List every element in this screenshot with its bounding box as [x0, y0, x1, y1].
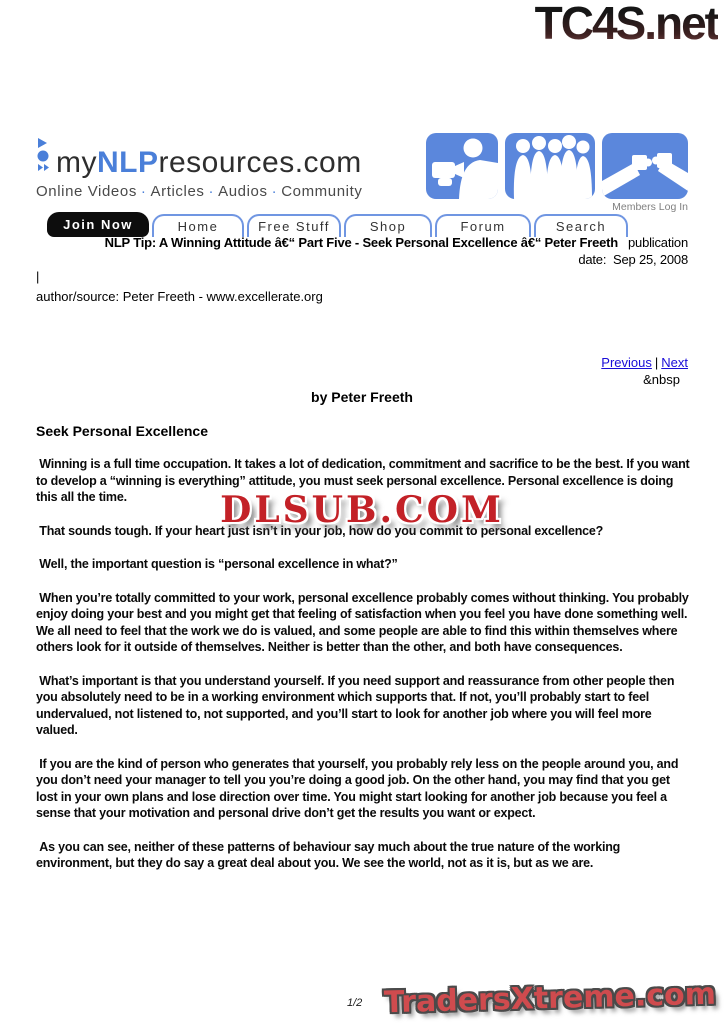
camera-person-image[interactable] [426, 133, 498, 199]
nbsp-literal-text: &nbsp [643, 372, 680, 387]
paragraph: Winning is a full time occupation. It takes a lot of dedication, commitment and sacrifice to be the best. If you want to develop a “winning is everything” attitude, you must seek personal excellence. Personal excellence is doing this all the time. [36, 457, 693, 504]
nav-tab-home[interactable]: Home [152, 214, 244, 237]
pagination-links [601, 354, 688, 388]
traders-watermark: TradersXtreme.com [383, 976, 717, 1021]
community-group-image[interactable] [505, 133, 595, 199]
nav-tab-join-now[interactable]: Join Now [47, 212, 149, 237]
nav-tab-shop[interactable]: Shop [344, 214, 432, 237]
paragraph: That sounds tough. If your heart just isn’t in your job, how do you commit to personal excellence? [36, 523, 604, 538]
publication-label: publication [628, 235, 688, 250]
paragraph: What’s important is that you understand yourself. If you need support and reassurance from other people then you absolutely need to be in a working environment which supports that. If not, you’ll probably start to feel undervalued, not listened to, not supported, and you’ll start to look for another job where you will feel more valued. [36, 673, 678, 737]
section-heading: Seek Personal Excellence [36, 423, 208, 439]
article-meta [36, 267, 323, 307]
site-logo[interactable] [36, 133, 362, 213]
nav-tab-forum[interactable]: Forum [435, 214, 531, 237]
tagline-dot-icon: · [140, 183, 147, 200]
header-image-tiles [436, 133, 688, 199]
author-source: author/source: Peter Freeth - www.excellerate.org [36, 289, 323, 304]
logo-media-icon [36, 137, 52, 178]
tc4s-watermark: TC4S.net [535, 0, 718, 50]
tagline-dot-icon: · [271, 183, 278, 200]
previous-link[interactable]: Previous [601, 355, 652, 370]
page-indicator: 1/2 [347, 997, 363, 1009]
puzzle-hands-image[interactable] [602, 133, 688, 199]
paragraph: If you are the kind of person who generates that yourself, you probably rely less on the people around you, and you don’t need your manager to tell you you’re doing a good job. On the other hand, you may find that you get lost in your own plans and lose direction over time. You might start looking for another job because you feel a sense that your motivation and personal drive don’t get the results you want or expect. [36, 756, 682, 820]
tagline-dot-icon: · [208, 183, 215, 200]
paragraph: As you can see, neither of these patterns of behaviour say much about the true nature of the working environment, but they do say a great deal about you. We see the world, not as it is, but as we are. [36, 839, 624, 870]
site-header [36, 133, 688, 213]
logo-nlp-highlight: NLP [97, 146, 159, 179]
logo-tagline: Online Videos · Articles · Audios · Community [36, 183, 363, 200]
paragraph: When you’re totally committed to your work, personal excellence probably comes without thinking. You probably enjoy doing your best and you might get that feeling of satisfaction when you feel you have done something well. We all need to feel that the work we do is valued, and some people are able to find this within themselves where others look for it outside of themselves. Neither is better than the other, and both have consequences. [36, 590, 692, 654]
article-title: NLP Tip: A Winning Attitude â€“ Part Five - Seek Personal Excellence â€“ Peter Freeth [104, 235, 619, 250]
article-title-block [36, 234, 688, 268]
members-login-link[interactable]: Members Log In [612, 201, 688, 213]
logo-wordmark: myNLPresources.com [56, 146, 362, 179]
nav-tab-free-stuff[interactable]: Free Stuff [247, 214, 341, 237]
article-byline: by Peter Freeth [311, 389, 413, 405]
links-separator: | [654, 355, 659, 370]
pipe-mark: | [36, 269, 40, 284]
dlsub-watermark: DLSUB.COM [220, 489, 504, 531]
paragraph: Well, the important question is “personal excellence in what?” [36, 557, 398, 571]
nav-tab-search[interactable]: Search [534, 214, 628, 237]
next-link[interactable]: Next [661, 355, 688, 370]
publication-date: date: Sep 25, 2008 [578, 252, 688, 267]
